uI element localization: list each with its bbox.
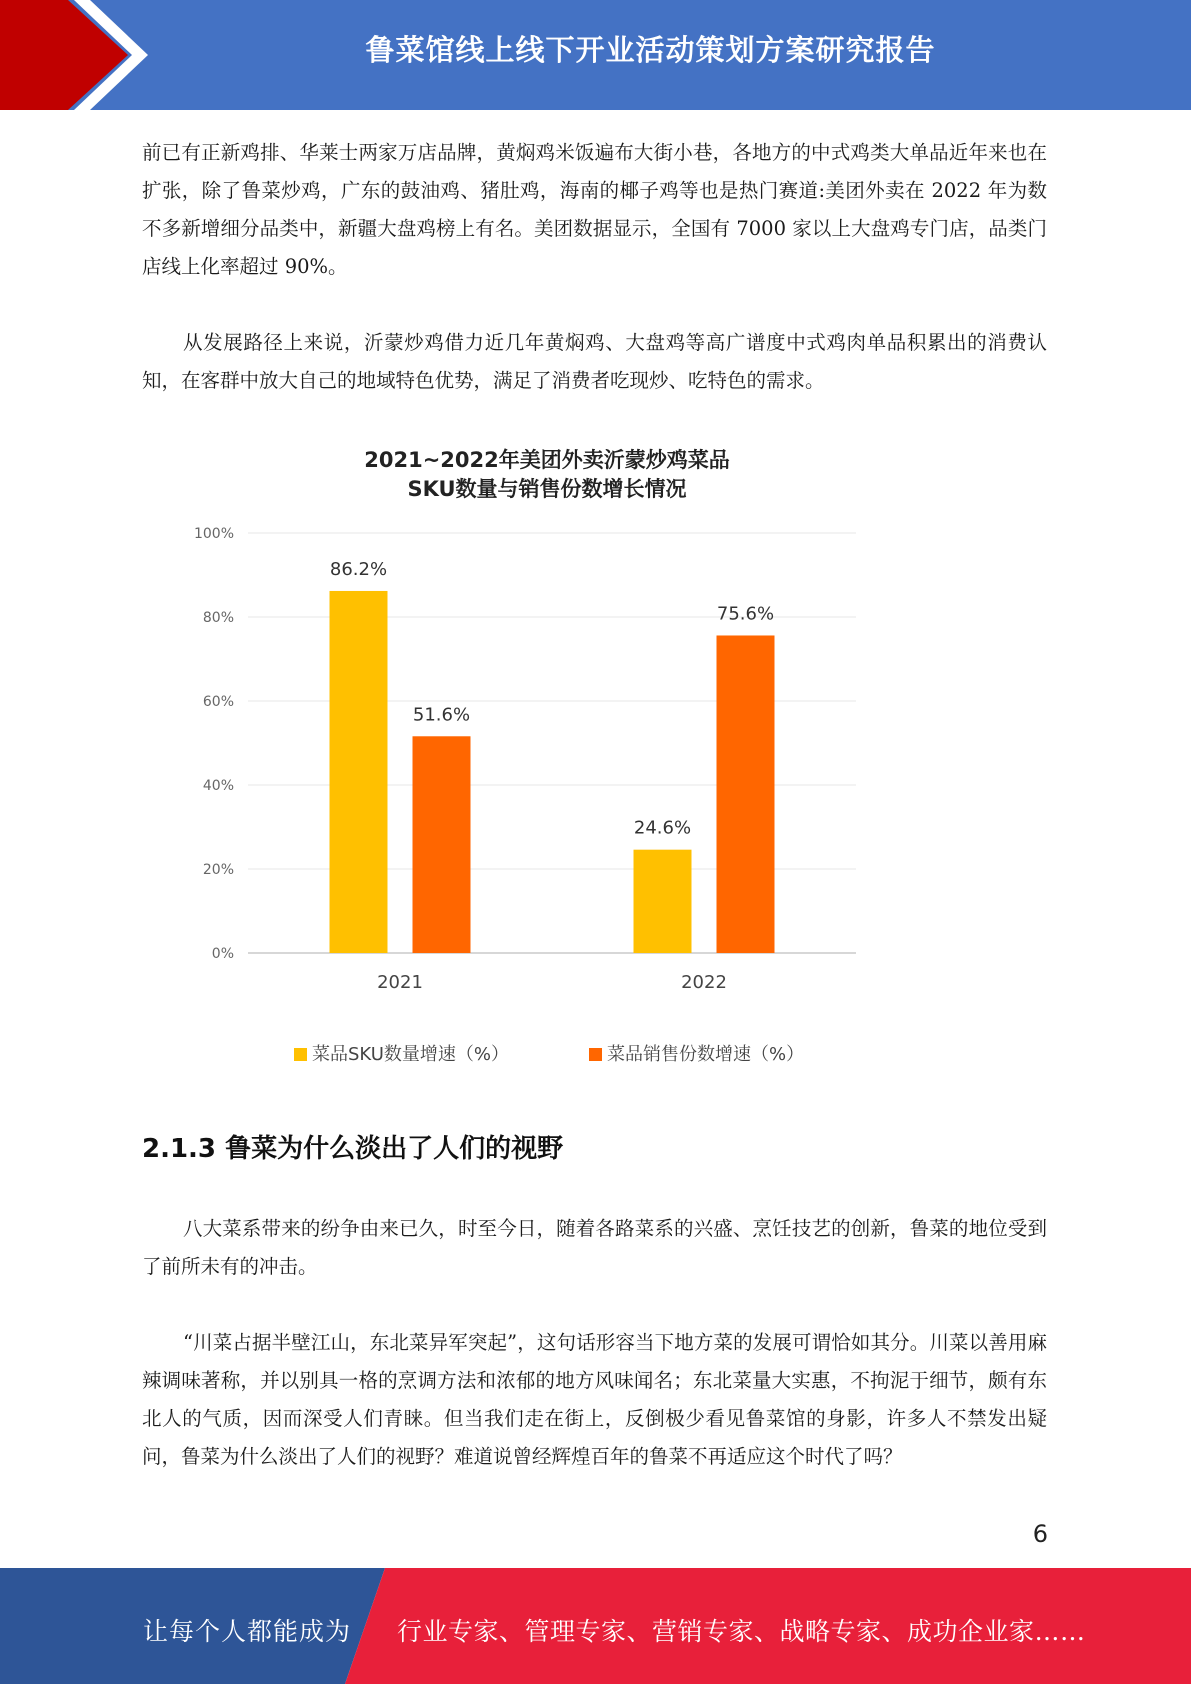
y-tick-label: 100% xyxy=(193,526,234,542)
body-paragraph: 前已有正新鸡排、华莱士两家万店品牌，黄焖鸡米饭遍布大街小巷，各地方的中式鸡类大单品近年来也在扩张，除了鲁菜炒鸡，广东的鼓油鸡、猪肚鸡，海南的椰子鸡等也是热门赛道:美团外卖在 2022 年为数不多新增细分品类中，新疆大盘鸡榜上有名。美团数据显示，全国有 7000 家以上大盘鸡专门店，品类门店线上化率超过 90%。 xyxy=(142,141,1047,278)
y-tick-label: 60% xyxy=(202,694,234,710)
legend-swatch xyxy=(294,1048,307,1061)
bar-chart-svg xyxy=(180,440,880,1080)
bar xyxy=(634,850,692,953)
bar-chart xyxy=(180,440,880,1080)
x-tick-label: 2021 xyxy=(377,972,423,993)
data-label: 86.2% xyxy=(329,558,388,580)
legend-label: 菜品销售份数增速（%） xyxy=(607,1044,805,1065)
section-heading: 2.1.3 鲁菜为什么淡出了人们的视野 xyxy=(142,1134,564,1164)
x-tick-label: 2022 xyxy=(681,972,727,993)
y-tick-label: 40% xyxy=(202,778,234,794)
y-tick-label: 0% xyxy=(211,946,234,962)
data-label: 75.6% xyxy=(716,603,775,625)
chart-title: 2021~2022年美团外卖沂蒙炒鸡菜品 xyxy=(364,448,730,472)
page-number: 6 xyxy=(1032,1520,1048,1548)
footer-slogan-right: 行业专家、管理专家、营销专家、战略专家、成功企业家…… xyxy=(397,1617,1086,1646)
bar xyxy=(330,591,388,953)
data-label: 51.6% xyxy=(412,704,471,726)
data-label: 24.6% xyxy=(633,817,692,839)
body-paragraph: 从发展路径上来说，沂蒙炒鸡借力近几年黄焖鸡、大盘鸡等高广谱度中式鸡肉单品积累出的消费认知，在客群中放大自己的地域特色优势，满足了消费者吃现炒、吃特色的需求。 xyxy=(142,331,1047,392)
body-paragraph: 八大菜系带来的纷争由来已久，时至今日，随着各路菜系的兴盛、烹饪技艺的创新，鲁菜的地位受到了前所未有的冲击。 xyxy=(142,1217,1047,1278)
header-arrow-decoration xyxy=(0,0,160,110)
bar xyxy=(717,635,775,953)
page-header xyxy=(0,0,1191,110)
chart-subtitle: SKU数量与销售份数增长情况 xyxy=(407,477,687,501)
body-paragraph: “川菜占据半壁江山，东北菜异军突起”，这句话形容当下地方菜的发展可谓恰如其分。川菜以善用麻辣调味著称，并以别具一格的烹调方法和浓郁的地方风味闻名；东北菜量大实惠，不拘泥于细节，颇有东北人的气质，因而深受人们青睐。但当我们走在街上，反倒极少看见鲁菜馆的身影，许多人不禁发出疑问，鲁菜为什么淡出了人们的视野？难道说曾经辉煌百年的鲁菜不再适应这个时代了吗？ xyxy=(142,1331,1047,1468)
legend-label: 菜品SKU数量增速（%） xyxy=(312,1044,510,1065)
page-footer xyxy=(0,1568,1191,1684)
y-tick-label: 80% xyxy=(202,610,234,626)
bar xyxy=(413,736,471,953)
legend-swatch xyxy=(589,1048,602,1061)
footer-slogan-left: 让每个人都能成为 xyxy=(143,1617,352,1646)
y-tick-label: 20% xyxy=(202,862,234,878)
report-title: 鲁菜馆线上线下开业活动策划方案研究报告 xyxy=(365,33,936,67)
